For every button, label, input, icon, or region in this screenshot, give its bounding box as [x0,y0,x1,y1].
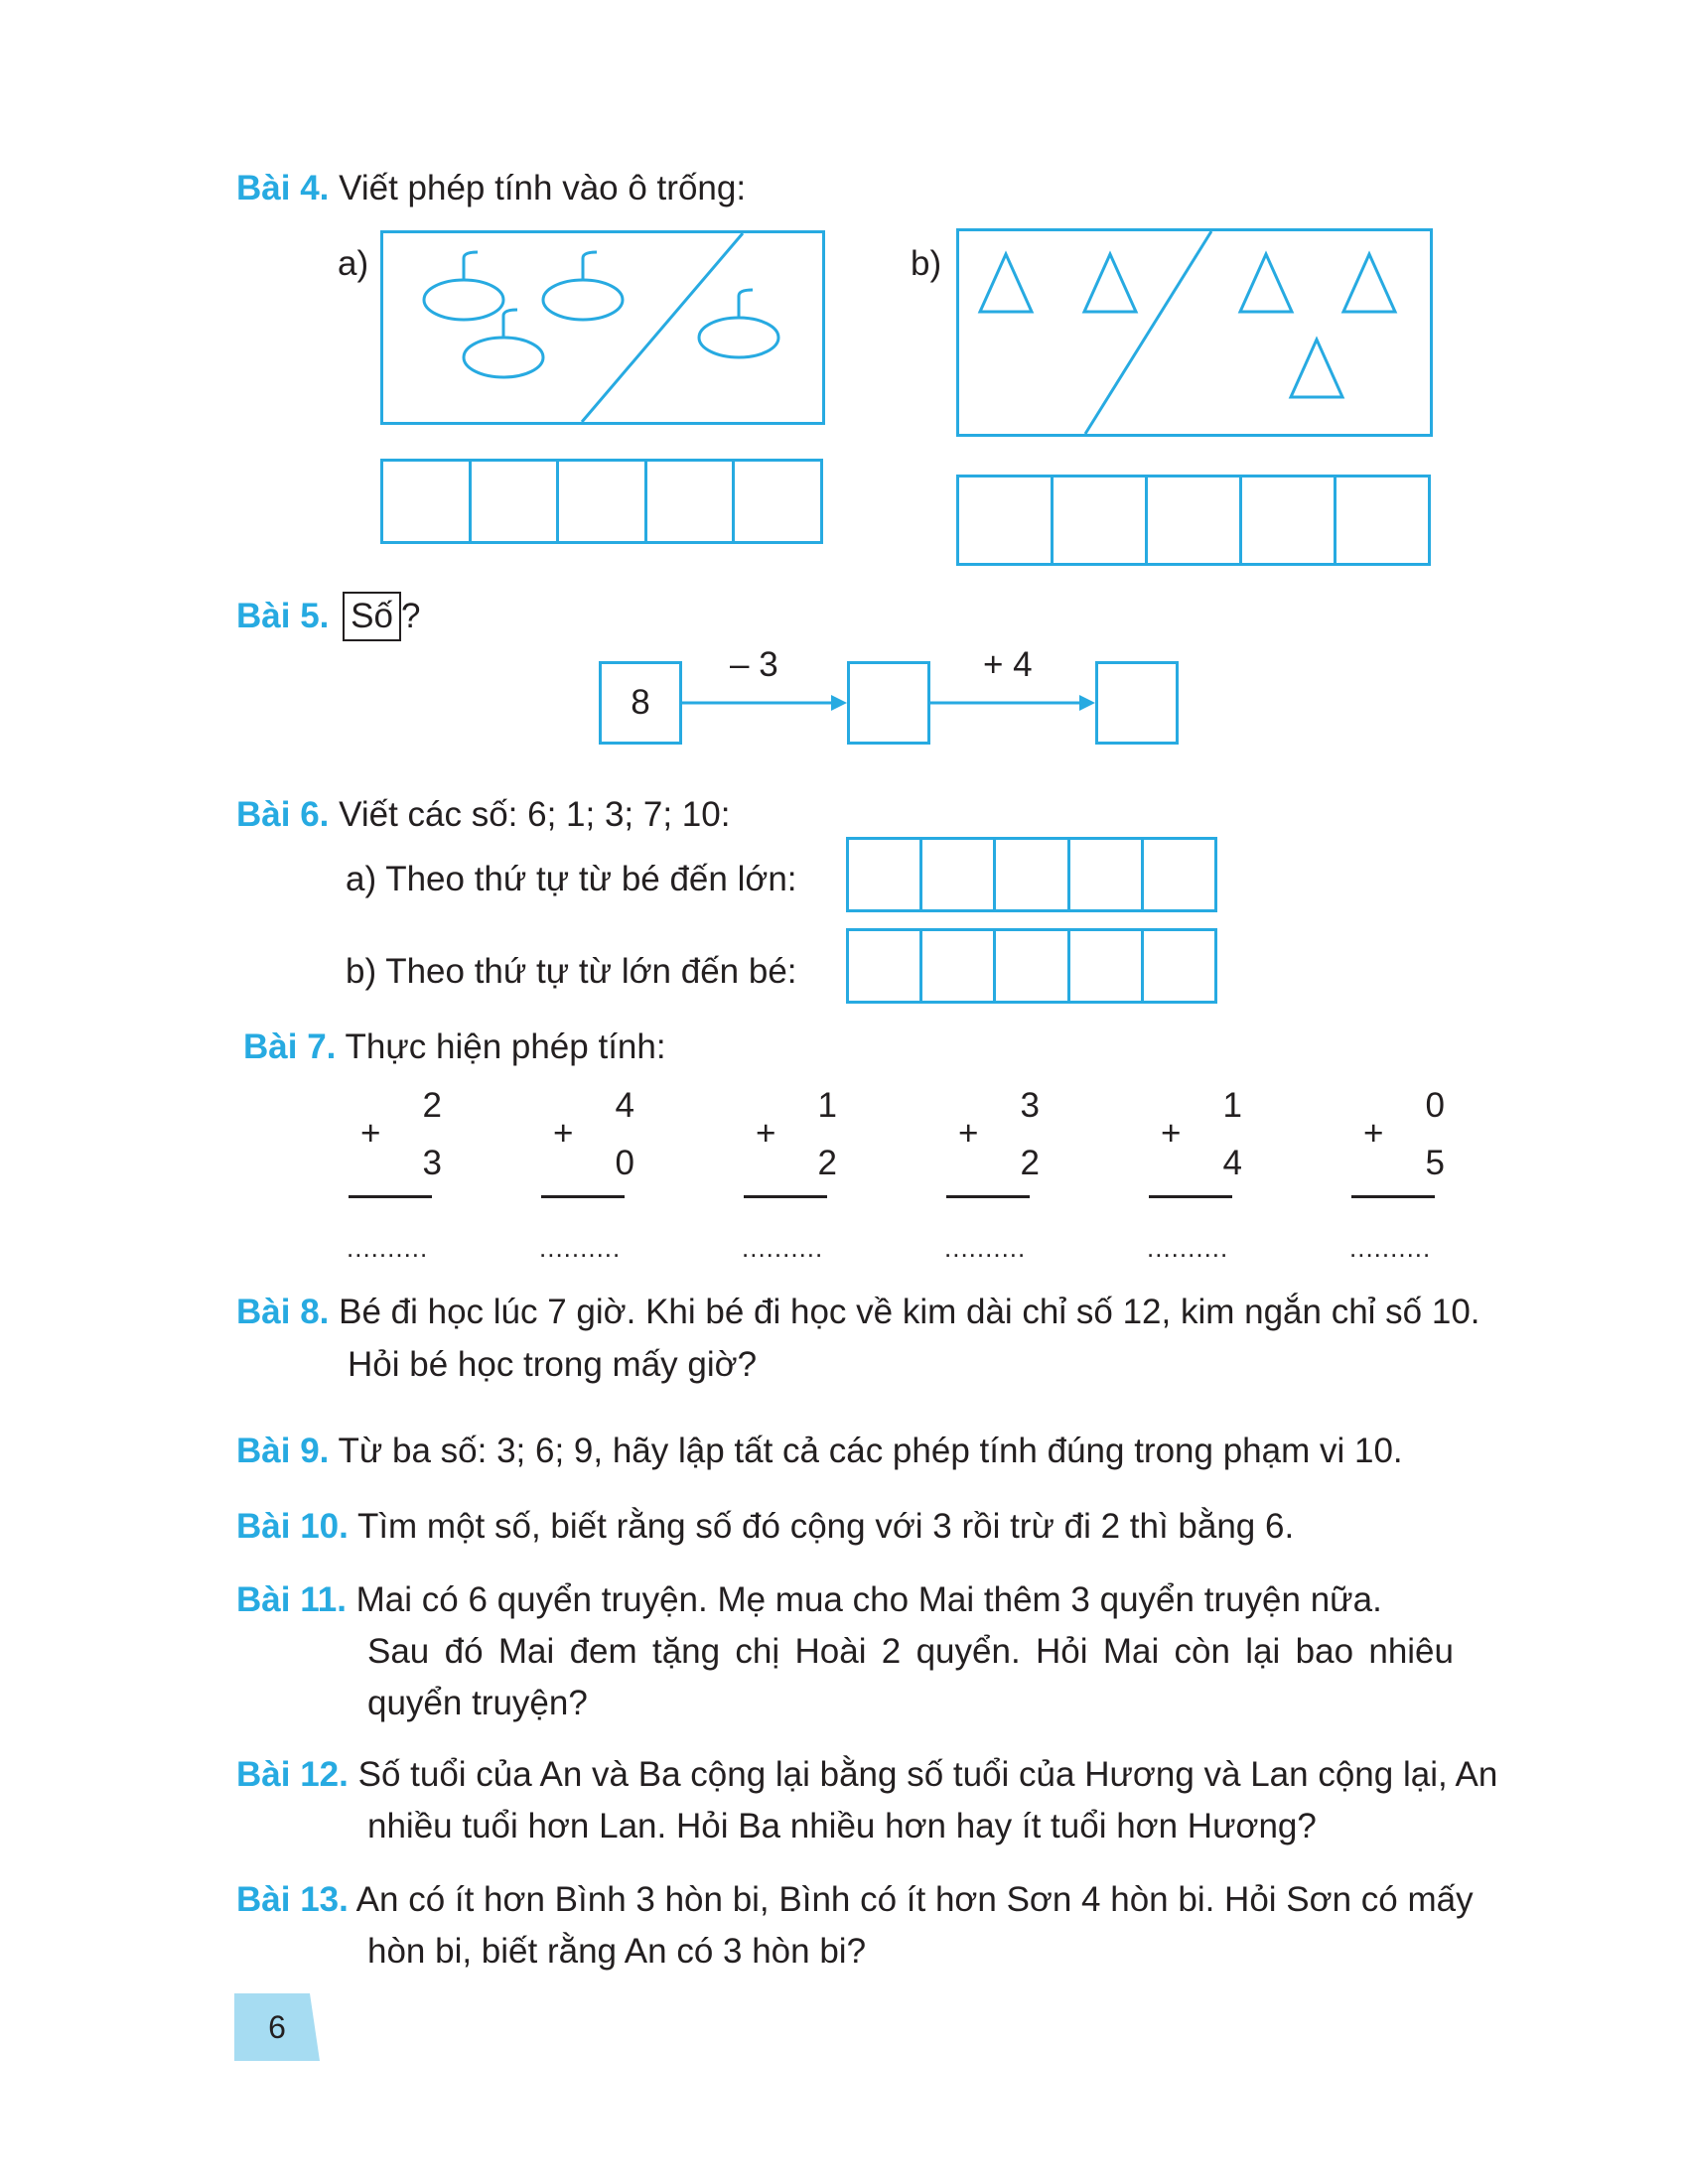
bai11-label: Bài 11. [236,1580,347,1619]
triangle-icon [1343,254,1395,312]
bai6-label: Bài 6. [236,795,330,834]
apple-icon [543,252,623,320]
bai4-a-answer-boxes [380,459,823,544]
bai9 [236,1430,1403,1473]
bai8-line1 [236,1291,1480,1334]
answer-cell[interactable] [472,462,560,541]
addend-bottom: 3 [422,1144,442,1182]
bai12-text-line1: Số tuổi của An và Ba cộng lại bằng số tuổi của Hương và Lan cộng lại, An [357,1755,1498,1794]
bai9-text: Từ ba số: 3; 6; 9, hãy lập tất cả các phép tính đúng trong phạm vi 10. [338,1432,1403,1470]
answer-cell[interactable] [1336,478,1428,563]
bai11-text-line1: Mai có 6 quyển truyện. Mẹ mua cho Mai thêm 3 quyển truyện nữa. [355,1580,1382,1619]
plus-sign: + [1363,1114,1384,1153]
sum-line [349,1195,432,1198]
addition-problem [958,1086,1057,1205]
bai6-part-a: a) Theo thứ tự từ bé đến lớn: [346,860,797,898]
bai6-part-b: b) Theo thứ tự từ lớn đến bé: [346,952,797,991]
answer-cell[interactable] [959,478,1054,563]
addition-problem [1161,1086,1260,1205]
addend-bottom: 2 [817,1144,837,1182]
plus-sign: + [553,1114,574,1153]
bai6-text: Viết các số: 6; 1; 3; 7; 10: [339,795,731,834]
addend-bottom: 0 [615,1144,634,1182]
so-box: Số [343,592,401,641]
answer-cell[interactable] [1148,478,1242,563]
addition-problem [756,1086,855,1205]
page-number: 6 [268,2009,286,2045]
bai4-text: Viết phép tính vào ô trống: [339,169,747,207]
apple-icon [699,290,778,357]
answer-cell[interactable] [1242,478,1336,563]
sum-line [1351,1195,1435,1198]
bai11-text-line2: Sau đó Mai đem tặng chị Hoài 2 quyển. Hỏi Mai còn lại bao nhiêu [367,1632,1454,1671]
answer-cell[interactable] [1070,931,1144,1001]
apple-icon [424,252,503,320]
bai4-b-answer-boxes [956,475,1431,566]
arrow-right-icon [930,691,1097,715]
bai4-triangles-figure [956,228,1433,437]
sum-line [1149,1195,1232,1198]
sum-line [946,1195,1030,1198]
triangle-icon [1084,254,1136,312]
bai12-text-line2: nhiều tuổi hơn Lan. Hỏi Ba nhiều hơn hay ít tuổi hơn Hương? [367,1807,1317,1845]
answer-blank[interactable]: .......... [742,1233,824,1263]
plus-sign: + [756,1114,776,1153]
addend-top: 1 [817,1086,837,1125]
bai7-heading [243,1025,666,1069]
answer-cell[interactable] [735,462,820,541]
addend-top: 4 [615,1086,634,1125]
answer-cell[interactable] [1054,478,1148,563]
bai12-label: Bài 12. [236,1755,349,1794]
addend-bottom: 2 [1020,1144,1040,1182]
arrow-right-icon [682,691,849,715]
answer-cell[interactable] [996,931,1069,1001]
bai11-text-line3: quyển truyện? [367,1684,588,1722]
bai4-heading [236,167,746,210]
bai13-text-line2: hòn bi, biết rằng An có 3 hòn bi? [367,1932,867,1971]
answer-cell[interactable] [647,462,736,541]
plus-sign: + [1161,1114,1182,1153]
triangle-icon [1240,254,1292,312]
addend-top: 2 [422,1086,442,1125]
bai4-label: Bài 4. [236,169,330,207]
answer-cell[interactable] [1144,931,1214,1001]
addend-bottom: 4 [1222,1144,1242,1182]
bai6-heading [236,793,730,837]
bai13-text-line1: An có ít hơn Bình 3 hòn bi, Bình có ít hơn Sơn 4 hòn bi. Hỏi Sơn có mấy [355,1880,1474,1919]
bai7-label: Bài 7. [243,1027,337,1066]
bai4-part-b-label: b) [911,244,942,283]
answer-cell[interactable] [1070,840,1144,909]
start-number-box: 8 [599,661,682,745]
answer-cell[interactable] [922,931,996,1001]
triangle-icon [1291,340,1342,397]
sum-line [541,1195,625,1198]
bai13-label: Bài 13. [236,1880,349,1919]
answer-blank[interactable]: .......... [347,1233,429,1263]
answer-blank[interactable]: .......... [944,1233,1027,1263]
bai9-label: Bài 9. [236,1432,330,1470]
operation-plus-4: + 4 [983,645,1033,684]
bai12-line1 [236,1753,1497,1797]
answer-box-1[interactable] [847,661,930,745]
answer-blank[interactable]: .......... [1147,1233,1229,1263]
bai10-text: Tìm một số, biết rằng số đó cộng với 3 rồi trừ đi 2 thì bằng 6. [356,1507,1295,1546]
answer-cell[interactable] [849,931,922,1001]
addend-top: 1 [1222,1086,1242,1125]
bai13-line1 [236,1878,1474,1922]
addend-top: 0 [1425,1086,1445,1125]
answer-cell[interactable] [922,840,996,909]
bai8-label: Bài 8. [236,1293,330,1331]
answer-box-2[interactable] [1095,661,1179,745]
bai5-label: Bài 5. [236,597,330,635]
addition-problem [1363,1086,1463,1205]
bai5-question-mark: ? [400,597,421,635]
operation-minus-3: – 3 [730,645,778,684]
bai6-b-answer-boxes [846,928,1217,1004]
bai10 [236,1505,1294,1549]
bai5-heading [236,592,420,641]
addition-problem [360,1086,460,1205]
bai10-label: Bài 10. [236,1507,349,1546]
bai4-part-a-label: a) [338,244,369,283]
answer-cell[interactable] [1144,840,1214,909]
answer-blank[interactable]: .......... [539,1233,622,1263]
addition-problem [553,1086,652,1205]
answer-cell[interactable] [559,462,647,541]
bai8-text-line1: Bé đi học lúc 7 giờ. Khi bé đi học về kim dài chỉ số 12, kim ngắn chỉ số 10. [339,1293,1480,1331]
answer-cell[interactable] [383,462,472,541]
answer-blank[interactable]: .......... [1349,1233,1432,1263]
bai7-text: Thực hiện phép tính: [345,1027,666,1066]
triangle-icon [980,254,1032,312]
plus-sign: + [360,1114,381,1153]
answer-cell[interactable] [996,840,1069,909]
answer-cell[interactable] [849,840,922,909]
addend-top: 3 [1020,1086,1040,1125]
sum-line [744,1195,827,1198]
plus-sign: + [958,1114,979,1153]
bai6-a-answer-boxes [846,837,1217,912]
addend-bottom: 5 [1425,1144,1445,1182]
bai11-line1 [236,1578,1382,1622]
bai8-text-line2: Hỏi bé học trong mấy giờ? [348,1345,758,1384]
bai4-apples-figure [380,230,825,425]
